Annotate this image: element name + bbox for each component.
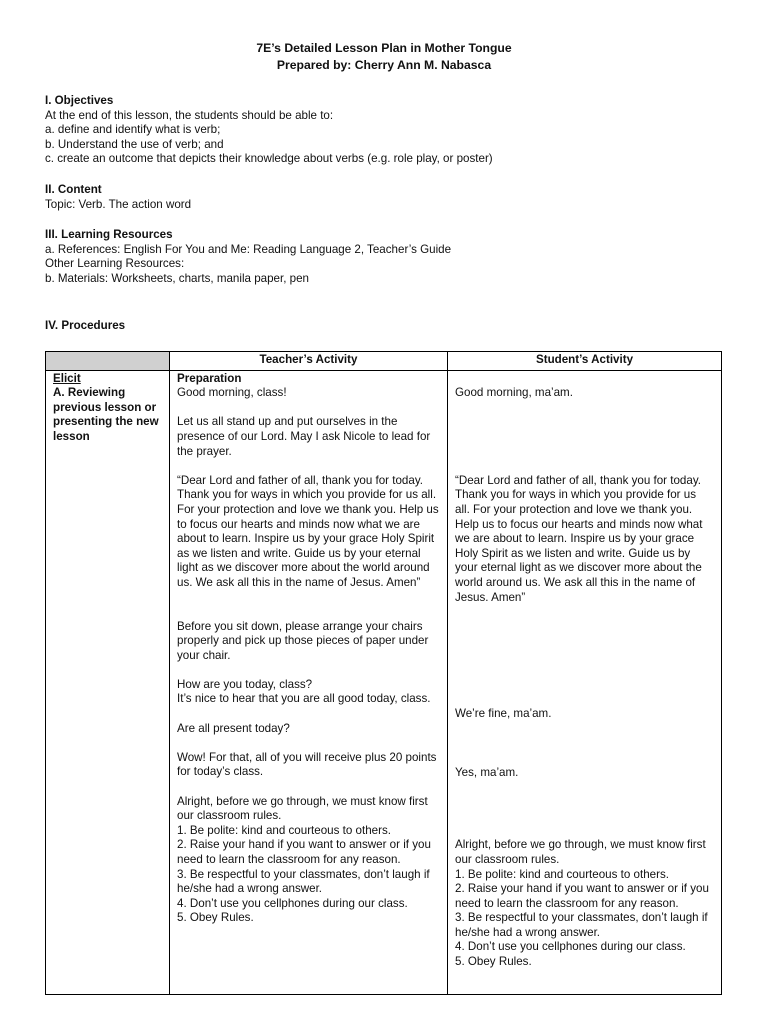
resources-heading: III. Learning Resources xyxy=(45,228,173,242)
objectives-section xyxy=(45,94,723,167)
procedures-heading: IV. Procedures xyxy=(45,318,126,332)
objective-item: a. define and identify what is verb; xyxy=(45,123,221,137)
student-line: Good morning, ma’am. xyxy=(455,386,573,400)
resources-references: a. References: English For You and Me: Reading Language 2, Teacher’s Guide xyxy=(45,242,452,256)
stage-description: A. Reviewing previous lesson or presenting the new lesson xyxy=(53,386,159,443)
student-activity-header: Student’s Activity xyxy=(448,352,722,371)
procedures-table xyxy=(45,351,722,995)
objective-item: b. Understand the use of verb; and xyxy=(45,137,224,151)
stage-cell xyxy=(46,370,170,994)
table-header-row xyxy=(46,352,722,371)
resources-section xyxy=(45,228,723,286)
content-section xyxy=(45,183,723,212)
student-line: “Dear Lord and father of all, thank you for today. Thank you for ways in which you provide for us all. For your protection and love we thank you. Help us to focus our hearts and minds now what we are about to learn. Inspire us by your grace Holy Spirit as we listen and write. Guide us by your eternal light as we discover more about the world around us. We ask all this in the name of Jesus. Amen” xyxy=(455,473,703,604)
content-heading: II. Content xyxy=(45,182,102,196)
resources-other: Other Learning Resources: xyxy=(45,257,185,271)
student-line: Alright, before we go through, we must know first our classroom rules. 1. Be polite: kind and courteous to others. 2. Raise your hand if you want to answer or if you need to learn the classroom for any reason. 3. Be respectful to your classmates, don’t laugh if he/she had a wrong answer. 4. Don’t use you cellphones during our class. 5. Obey Rules. xyxy=(455,838,709,969)
lesson-plan-page xyxy=(45,40,723,333)
teacher-line: How are you today, class? It’s nice to hear that you are all good today, class. xyxy=(177,677,431,706)
teacher-line: Are all present today? xyxy=(177,721,290,735)
objectives-intro: At the end of this lesson, the students should be able to: xyxy=(45,108,334,122)
teacher-activity-cell xyxy=(170,370,448,994)
teacher-line: Wow! For that, all of you will receive plus 20 points for today’s class. xyxy=(177,750,437,779)
teacher-activity-header: Teacher’s Activity xyxy=(170,352,448,371)
student-activity-cell xyxy=(448,370,722,994)
content-topic: Topic: Verb. The action word xyxy=(45,197,192,211)
teacher-line: “Dear Lord and father of all, thank you for today. Thank you for ways in which you provide for us all. For your protection and love we thank you. Help us to focus our hearts and minds now what we are about to learn. Inspire us by your grace Holy Spirit as we listen and write. Guide us by your eternal light as we discover more about the world around us. We ask all this in the name of Jesus. Amen” xyxy=(177,473,439,589)
student-line: Yes, ma’am. xyxy=(455,765,519,779)
document-title: 7E’s Detailed Lesson Plan in Mother Tongue xyxy=(256,41,512,55)
table-row xyxy=(46,370,722,994)
teacher-line: Alright, before we go through, we must know first our classroom rules. 1. Be polite: kind and courteous to others. 2. Raise your hand if you want to answer or if you need to learn the classroom for any reason. 3. Be respectful to your classmates, don’t laugh if he/she had a wrong answer. 4. Don’t use you cellphones during our class. 5. Obey Rules. xyxy=(177,794,431,925)
prepared-by: Prepared by: Cherry Ann M. Nabasca xyxy=(276,58,492,72)
student-line: We’re fine, ma’am. xyxy=(455,707,552,721)
teacher-line: Let us all stand up and put ourselves in the presence of our Lord. May I ask Nicole to lead for the prayer. xyxy=(177,415,431,458)
header-blank-cell xyxy=(46,352,170,371)
procedures-section xyxy=(45,319,723,334)
stage-label: Elicit xyxy=(53,371,81,385)
teacher-activity-label: Preparation xyxy=(177,371,242,385)
objective-item: c. create an outcome that depicts their knowledge about verbs (e.g. role play, or poster) xyxy=(45,152,493,166)
resources-materials: b. Materials: Worksheets, charts, manila paper, pen xyxy=(45,271,309,285)
objectives-heading: I. Objectives xyxy=(45,94,114,107)
teacher-line: Good morning, class! xyxy=(177,386,287,400)
teacher-line: Before you sit down, please arrange your chairs properly and pick up those pieces of paper under your chair. xyxy=(177,619,429,662)
